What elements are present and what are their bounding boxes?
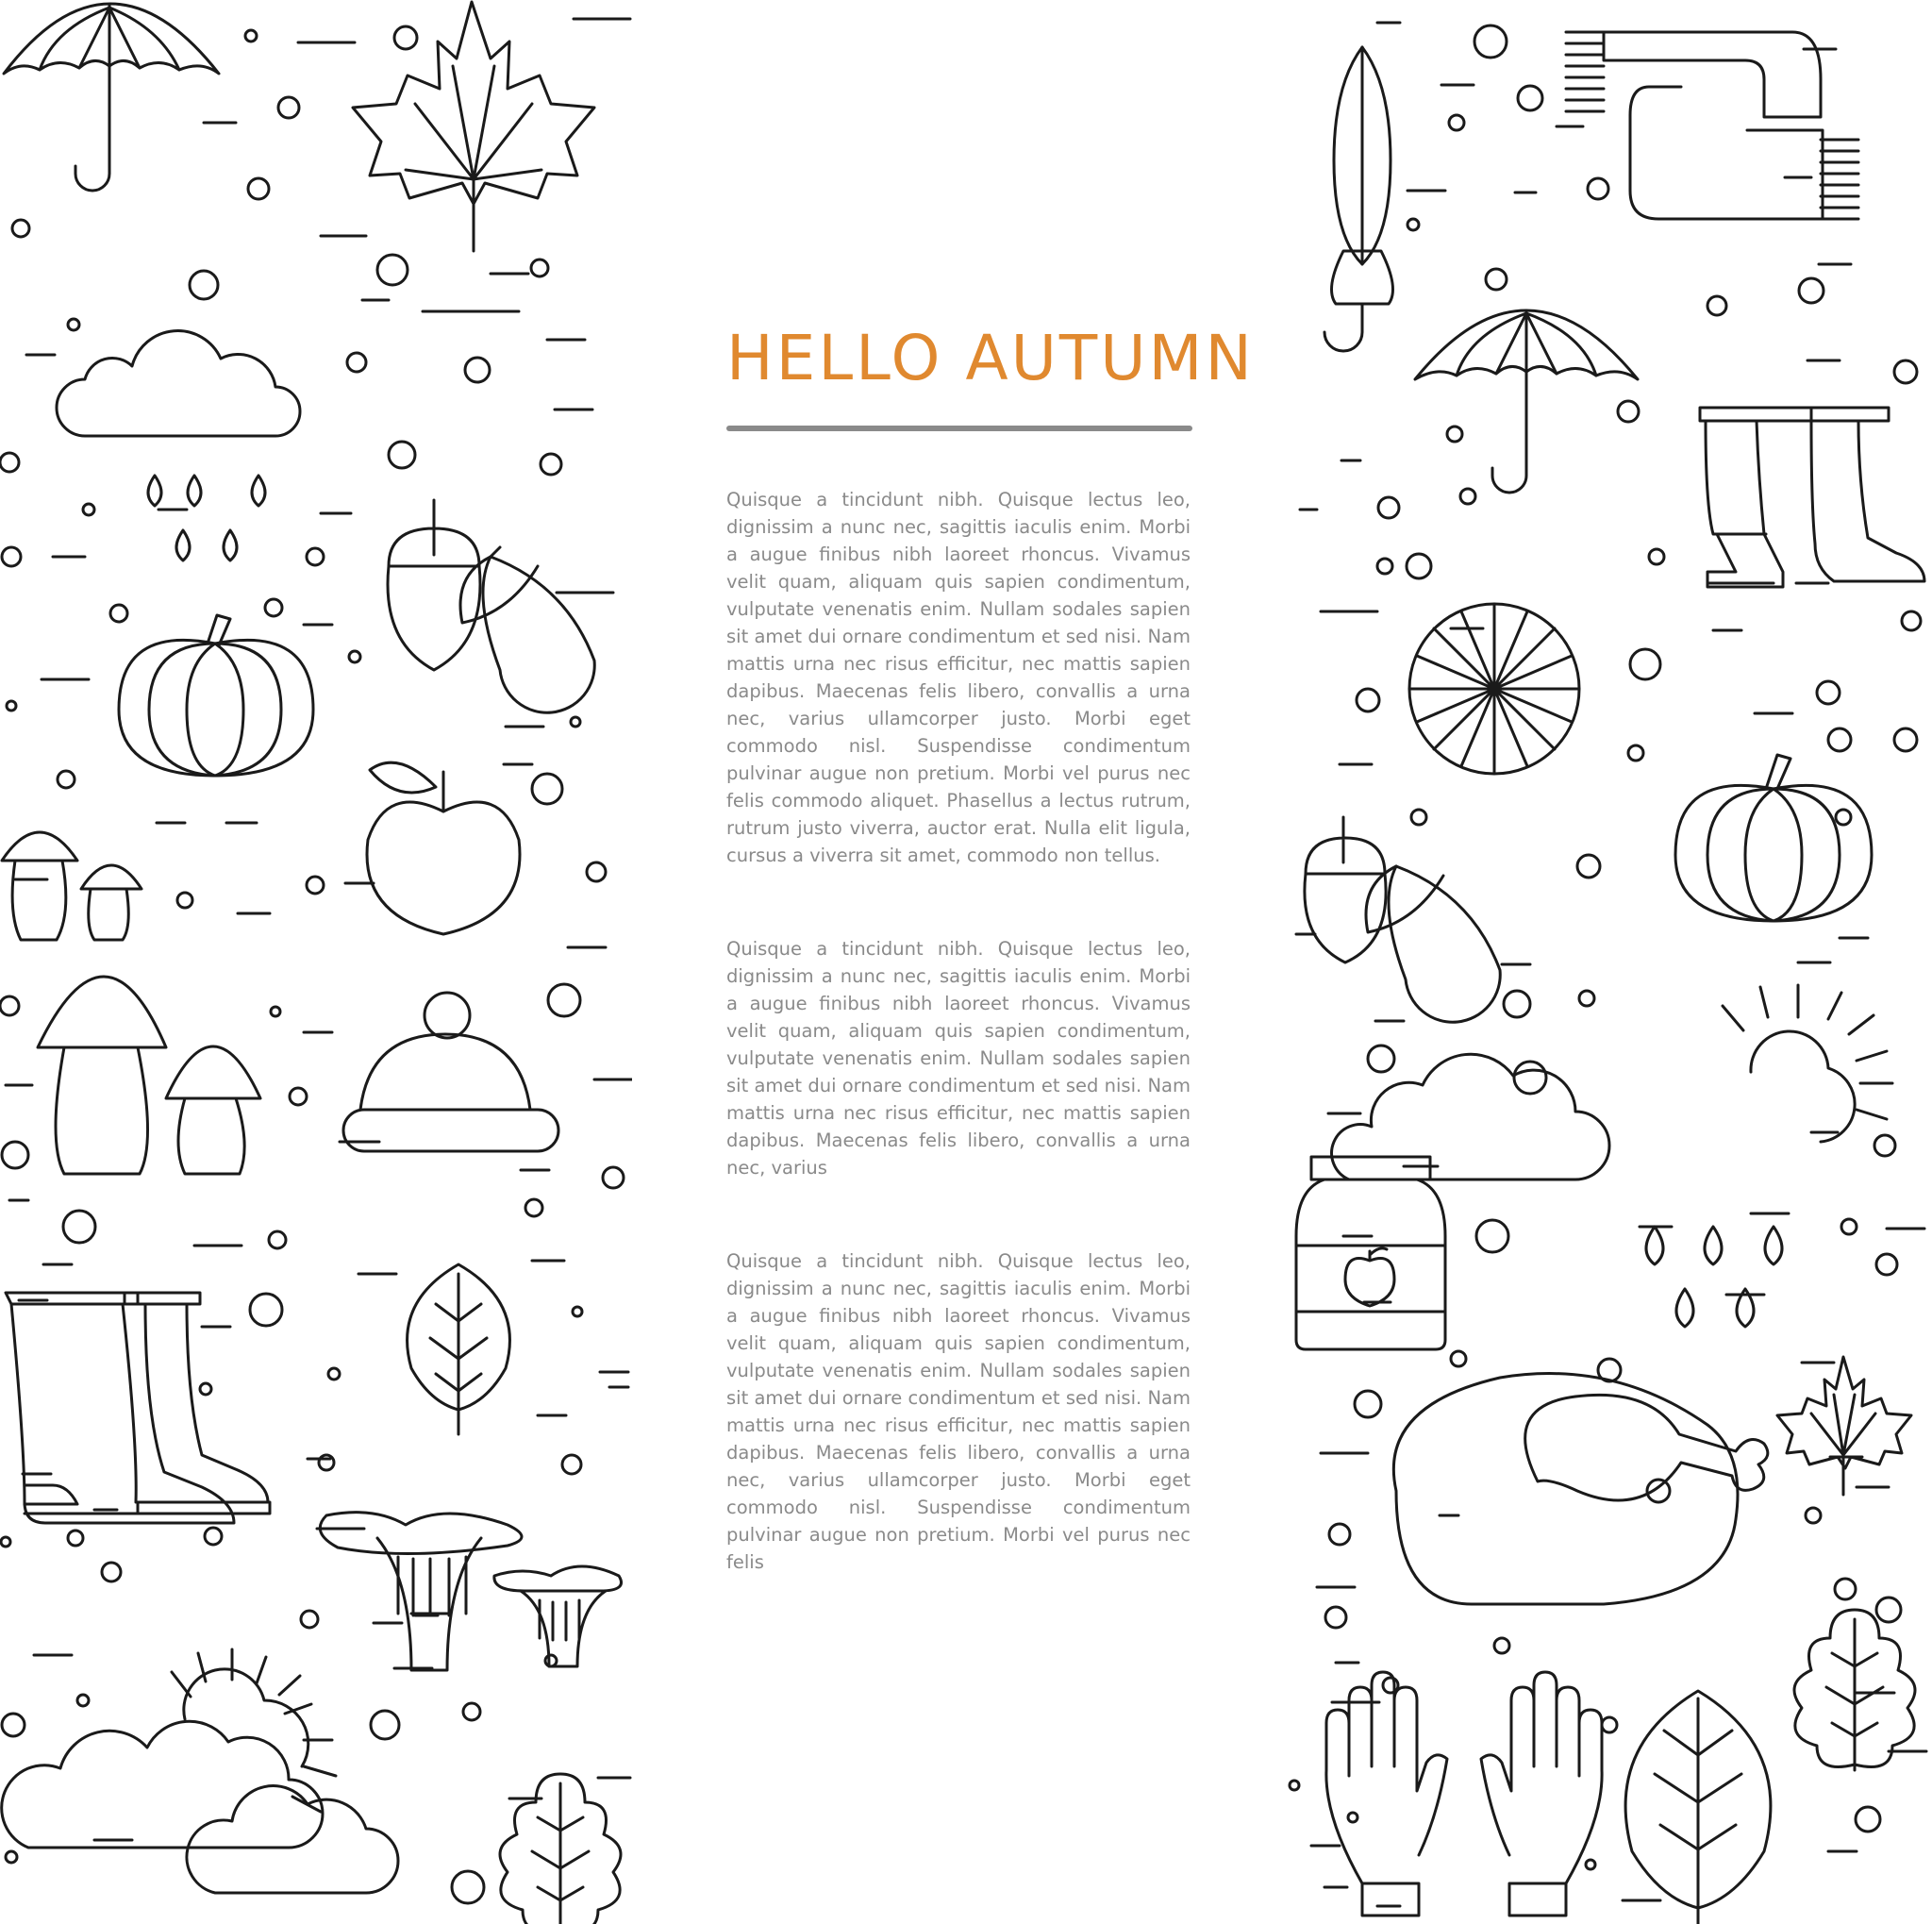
- acorns-icon: [1305, 817, 1500, 1022]
- umbrella-icon: [1415, 310, 1638, 493]
- decorative-dots: [1290, 25, 1921, 1869]
- left-icon-panel: [0, 0, 632, 1924]
- mushrooms-icon: [38, 977, 260, 1174]
- page-title: HELLO AUTUMN: [726, 322, 1255, 394]
- main-content: [726, 321, 1255, 1576]
- jam-jar-icon: [1296, 1157, 1445, 1349]
- umbrella-top-view-icon: [1409, 604, 1579, 774]
- closed-umbrella-icon: [1324, 47, 1393, 351]
- raindrops-icon: [1646, 1227, 1782, 1327]
- knit-hat-icon: [343, 993, 558, 1151]
- body-paragraph-3: Quisque a tincidunt nibh. Quisque lectus leo, dignissim a nunc nec, sagittis iaculis enim. Morbi a augue finibus nibh laoreet rhoncus. Vivamus velit quam, aliquam quis sapien condimentum, vulputate venenatis enim. Nullam sodales sapien sit amet dui ornare condimentum et sed nisi. Nam mattis urna nec risus efficitur, nec mattis sapien dapibus. Maecenas felis libero, convallis a urna nec, varius ullamcorper justo. Morbi eget commodo nisl. Suspendisse condimentum pulvinar augue non pretium. Morbi vel purus nec felis: [726, 1250, 1191, 1574]
- right-icon-panel: [1283, 0, 1932, 1924]
- umbrella-icon: [4, 4, 219, 191]
- rubber-boots-icon: [1700, 408, 1924, 587]
- gloves-icon: [1326, 1672, 1602, 1916]
- leaf-icon: [408, 1264, 510, 1434]
- sun-behind-cloud-icon: [1332, 985, 1892, 1179]
- chanterelle-mushrooms-icon: [320, 1513, 621, 1670]
- decorative-dots: [0, 26, 624, 1903]
- apple-icon: [367, 762, 520, 934]
- sun-behind-clouds-icon: [2, 1649, 398, 1893]
- maple-leaf-icon: [1777, 1357, 1911, 1495]
- pumpkin-icon: [119, 615, 313, 776]
- body-paragraph-1: Quisque a tincidunt nibh. Quisque lectus leo, dignissim a nunc nec, sagittis iaculis enim. Morbi a augue finibus nibh laoreet rhoncus. Vivamus velit quam, aliquam quis sapien condimentum, vulputate venenatis enim. Nullam sodales sapien sit amet dui ornare condimentum et sed nisi. Nam mattis urna nec risus efficitur, nec mattis sapien dapibus. Maecenas felis libero, convallis a urna nec, varius ullamcorper justo. Morbi eget commodo nisl. Suspendisse condimentum pulvinar augue non pretium. Morbi vel purus nec felis commodo aliquet. Phasellus a lectus rutrum, rutrum justo viverra, auctor erat. Nulla elit ligula, cursus a viverra sit amet, commodo non tellus.: [726, 489, 1191, 867]
- decorative-dashes: [6, 19, 632, 1840]
- title-divider: [726, 426, 1192, 431]
- scarf-icon: [1566, 32, 1858, 219]
- acorns-icon: [388, 500, 594, 712]
- pumpkin-icon: [1675, 755, 1872, 921]
- leaf-icon: [1625, 1691, 1771, 1924]
- rain-cloud-icon: [57, 331, 300, 560]
- oak-leaf-icon: [500, 1774, 621, 1924]
- maple-leaf-icon: [353, 2, 594, 251]
- small-mushrooms-icon: [2, 832, 142, 940]
- roast-turkey-icon: [1393, 1374, 1768, 1604]
- body-paragraph-2: Quisque a tincidunt nibh. Quisque lectus leo, dignissim a nunc nec, sagittis iaculis enim. Morbi a augue finibus nibh laoreet rhoncus. Vivamus velit quam, aliquam quis sapien condimentum, vulputate venenatis enim. Nullam sodales sapien sit amet dui ornare condimentum et sed nisi. Nam mattis urna nec risus efficitur, nec mattis sapien dapibus. Maecenas felis libero, convallis a urna nec, varius: [726, 938, 1191, 1179]
- oak-leaf-icon: [1794, 1610, 1915, 1770]
